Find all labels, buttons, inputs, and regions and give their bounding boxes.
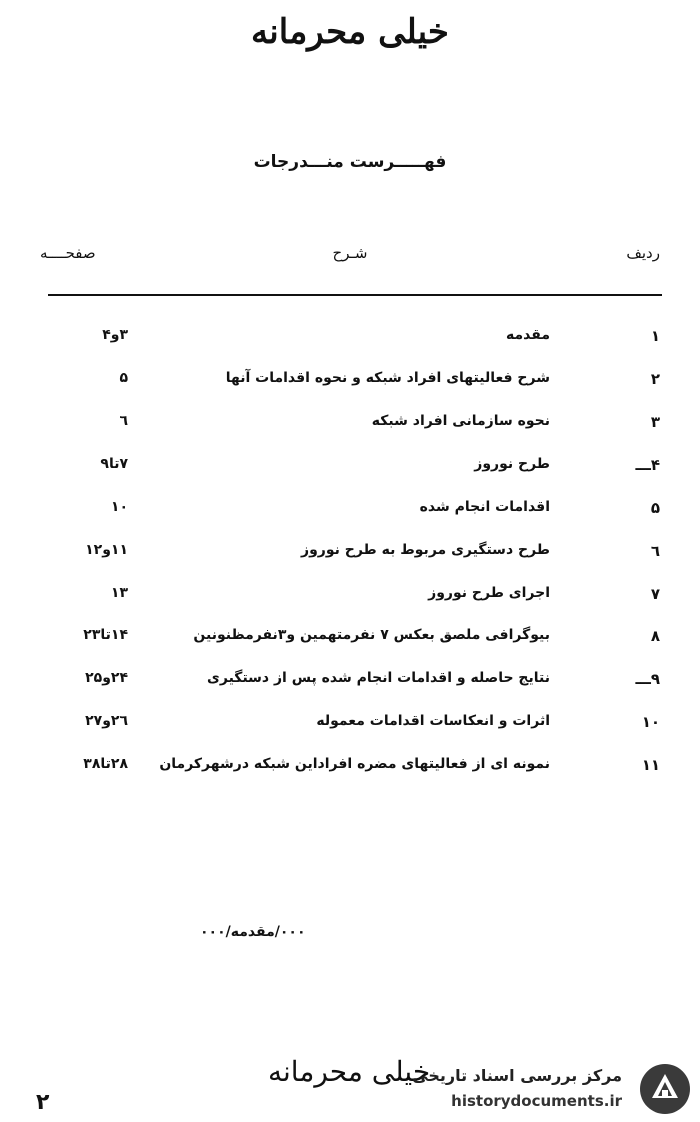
header-divider (48, 294, 662, 296)
table-row (0, 709, 700, 739)
row-page: ۲۸تا۳۸ (83, 756, 128, 772)
row-page: ٦ (119, 413, 128, 429)
classification-stamp-bottom: خیلی محرمانه (268, 1055, 431, 1088)
watermark (412, 1062, 692, 1116)
row-description: شرح فعالیتهای افراد شبکه و نحوه اقدامات آنها (225, 370, 550, 386)
row-page: ۲٦و۲۷ (85, 713, 128, 729)
row-page: ۳و۴ (102, 327, 128, 343)
column-header-number: ردیف (626, 244, 660, 262)
row-description: اثرات و انعکاسات اقدامات معموله (316, 713, 550, 729)
table-row (0, 752, 700, 782)
row-description: مقدمه (506, 327, 550, 343)
row-page: ۱۰ (110, 499, 128, 515)
column-header-page: صفحــــه (40, 244, 96, 262)
table-row (0, 452, 700, 482)
row-page: ۷تا۹ (100, 456, 128, 472)
row-page: ۱۱و۱۲ (85, 542, 128, 558)
row-page: ۱۳ (110, 585, 128, 601)
row-description: نمونه ای از فعالیتهای مضره افراداین شبکه درشهرکرمان (159, 756, 550, 772)
row-description: اجرای طرح نوروز (428, 585, 550, 601)
row-number: ۱۰ (641, 713, 660, 731)
row-description: نحوه سازمانی افراد شبکه (371, 413, 550, 429)
row-description: بیوگرافی ملصق بعکس ۷ نفرمتهمین و۳نفرمظنونین (193, 627, 550, 643)
row-number: ۱۱ (641, 756, 660, 774)
table-row (0, 323, 700, 353)
table-row (0, 581, 700, 611)
row-number: ۷ (650, 585, 660, 603)
row-page: ۵ (119, 370, 128, 386)
classification-stamp-top: خیلی محرمانه (251, 12, 449, 52)
row-number: ٦ (650, 542, 660, 560)
watermark-title: مرکز بررسی اسناد تاریخی (412, 1066, 622, 1085)
page-number: ۲ (36, 1090, 50, 1115)
row-number: ۵ (650, 499, 660, 517)
row-description: اقدامات انجام شده (419, 499, 550, 515)
table-row (0, 538, 700, 568)
document-title: فهـــــرست منـــدرجات (253, 152, 447, 172)
row-number: ۸ (650, 627, 660, 645)
table-row (0, 666, 700, 696)
row-number: ۹ـــ (635, 670, 660, 688)
row-description: طرح نوروز (474, 456, 550, 472)
row-number: ۴ـــ (635, 456, 660, 474)
watermark-url: historydocuments.ir (451, 1092, 622, 1110)
row-page: ۱۴تا۲۳ (83, 627, 128, 643)
row-description: طرح دستگیری مربوط به طرح نوروز (301, 542, 550, 558)
row-page: ۲۴و۲۵ (85, 670, 128, 686)
table-row (0, 623, 700, 653)
footnote: ۰۰۰/مقدمه/۰۰۰ (200, 924, 306, 940)
row-number: ۱ (650, 327, 660, 345)
table-row (0, 495, 700, 525)
column-header-description: شـرح (332, 244, 368, 262)
row-number: ۳ (650, 413, 660, 431)
table-row (0, 409, 700, 439)
archive-logo-icon (638, 1062, 692, 1116)
row-description: نتایج حاصله و اقدامات انجام شده پس از دستگیری (207, 670, 550, 686)
table-row (0, 366, 700, 396)
row-number: ۲ (650, 370, 660, 388)
